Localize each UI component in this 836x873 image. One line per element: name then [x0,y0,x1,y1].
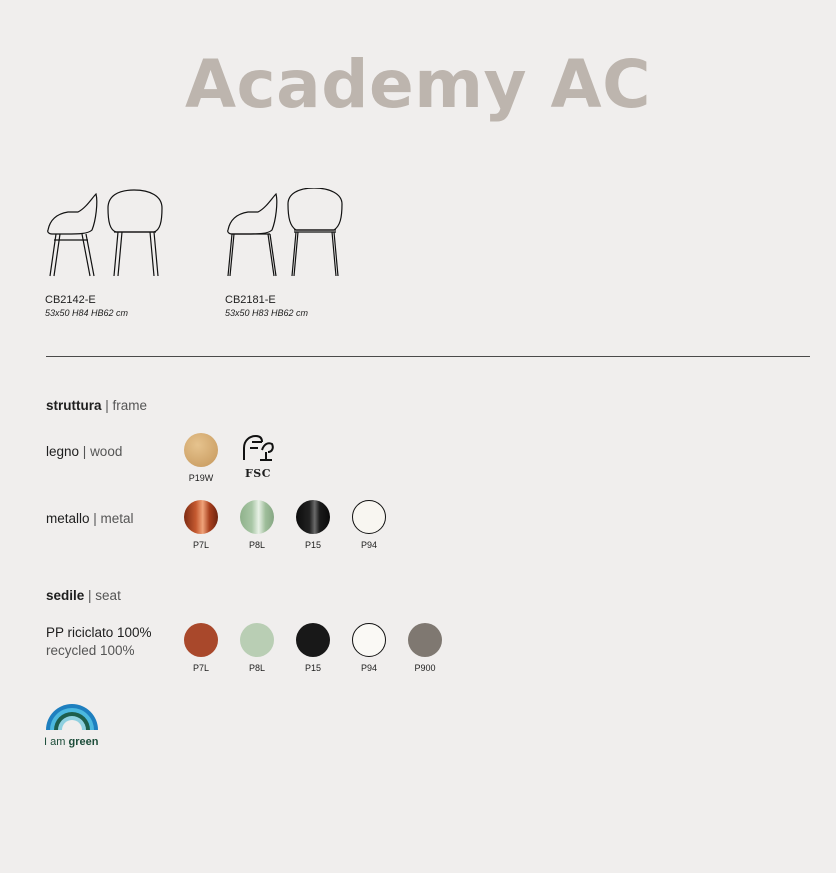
seat-section-heading: sedile | seat [46,588,121,603]
swatch-circle [184,433,218,467]
swatch-seat-p7l[interactable]: P7L [171,623,231,673]
chair-front-shell [288,188,342,230]
rainbow-icon [44,700,100,730]
swatch-seat-p900[interactable]: P900 [395,623,455,673]
chair-drawing-cb2181 [224,188,348,280]
chair-side-shell [48,194,97,234]
frame-section-heading: struttura | frame [46,398,148,413]
model-dimensions: 53x50 H83 HB62 cm [225,308,309,318]
model-dimensions: 53x50 H84 HB62 cm [45,308,129,318]
seat-material-en: recycled 100% [46,643,135,658]
swatch-seat-p94[interactable]: P94 [339,623,399,673]
heading-en: frame [112,398,148,413]
swatch-wood-p19w[interactable] [171,433,231,483]
i-am-green-logo [44,700,104,748]
swatch-seat-p15[interactable]: P15 [283,623,343,673]
i-am-green-text: I am green [44,736,99,748]
metal-label: metallo | metal [46,511,134,526]
wood-label: legno | wood [46,444,123,459]
swatch-metal-p7l[interactable]: P7L [171,500,231,550]
swatch-metal-p8l[interactable]: P8L [227,500,287,550]
chair-drawing-cb2142 [44,188,168,280]
model-code: CB2142-E [45,294,96,306]
divider [46,356,810,357]
swatch-code: P19W [188,473,214,483]
chair-front-shell [108,190,162,232]
swatch-metal-p15[interactable]: P15 [283,500,343,550]
page-title: Academy AC [184,46,652,123]
swatch-seat-p8l[interactable]: P8L [227,623,287,673]
fsc-logo [236,432,280,480]
chair-side-shell [228,194,277,234]
swatch-metal-p94[interactable]: P94 [339,500,399,550]
seat-material-it: PP riciclato 100% [46,625,152,640]
fsc-label: FSC [244,467,271,480]
seat-material-label [46,624,152,660]
heading-it: struttura [46,398,102,413]
model-code: CB2181-E [225,294,276,306]
